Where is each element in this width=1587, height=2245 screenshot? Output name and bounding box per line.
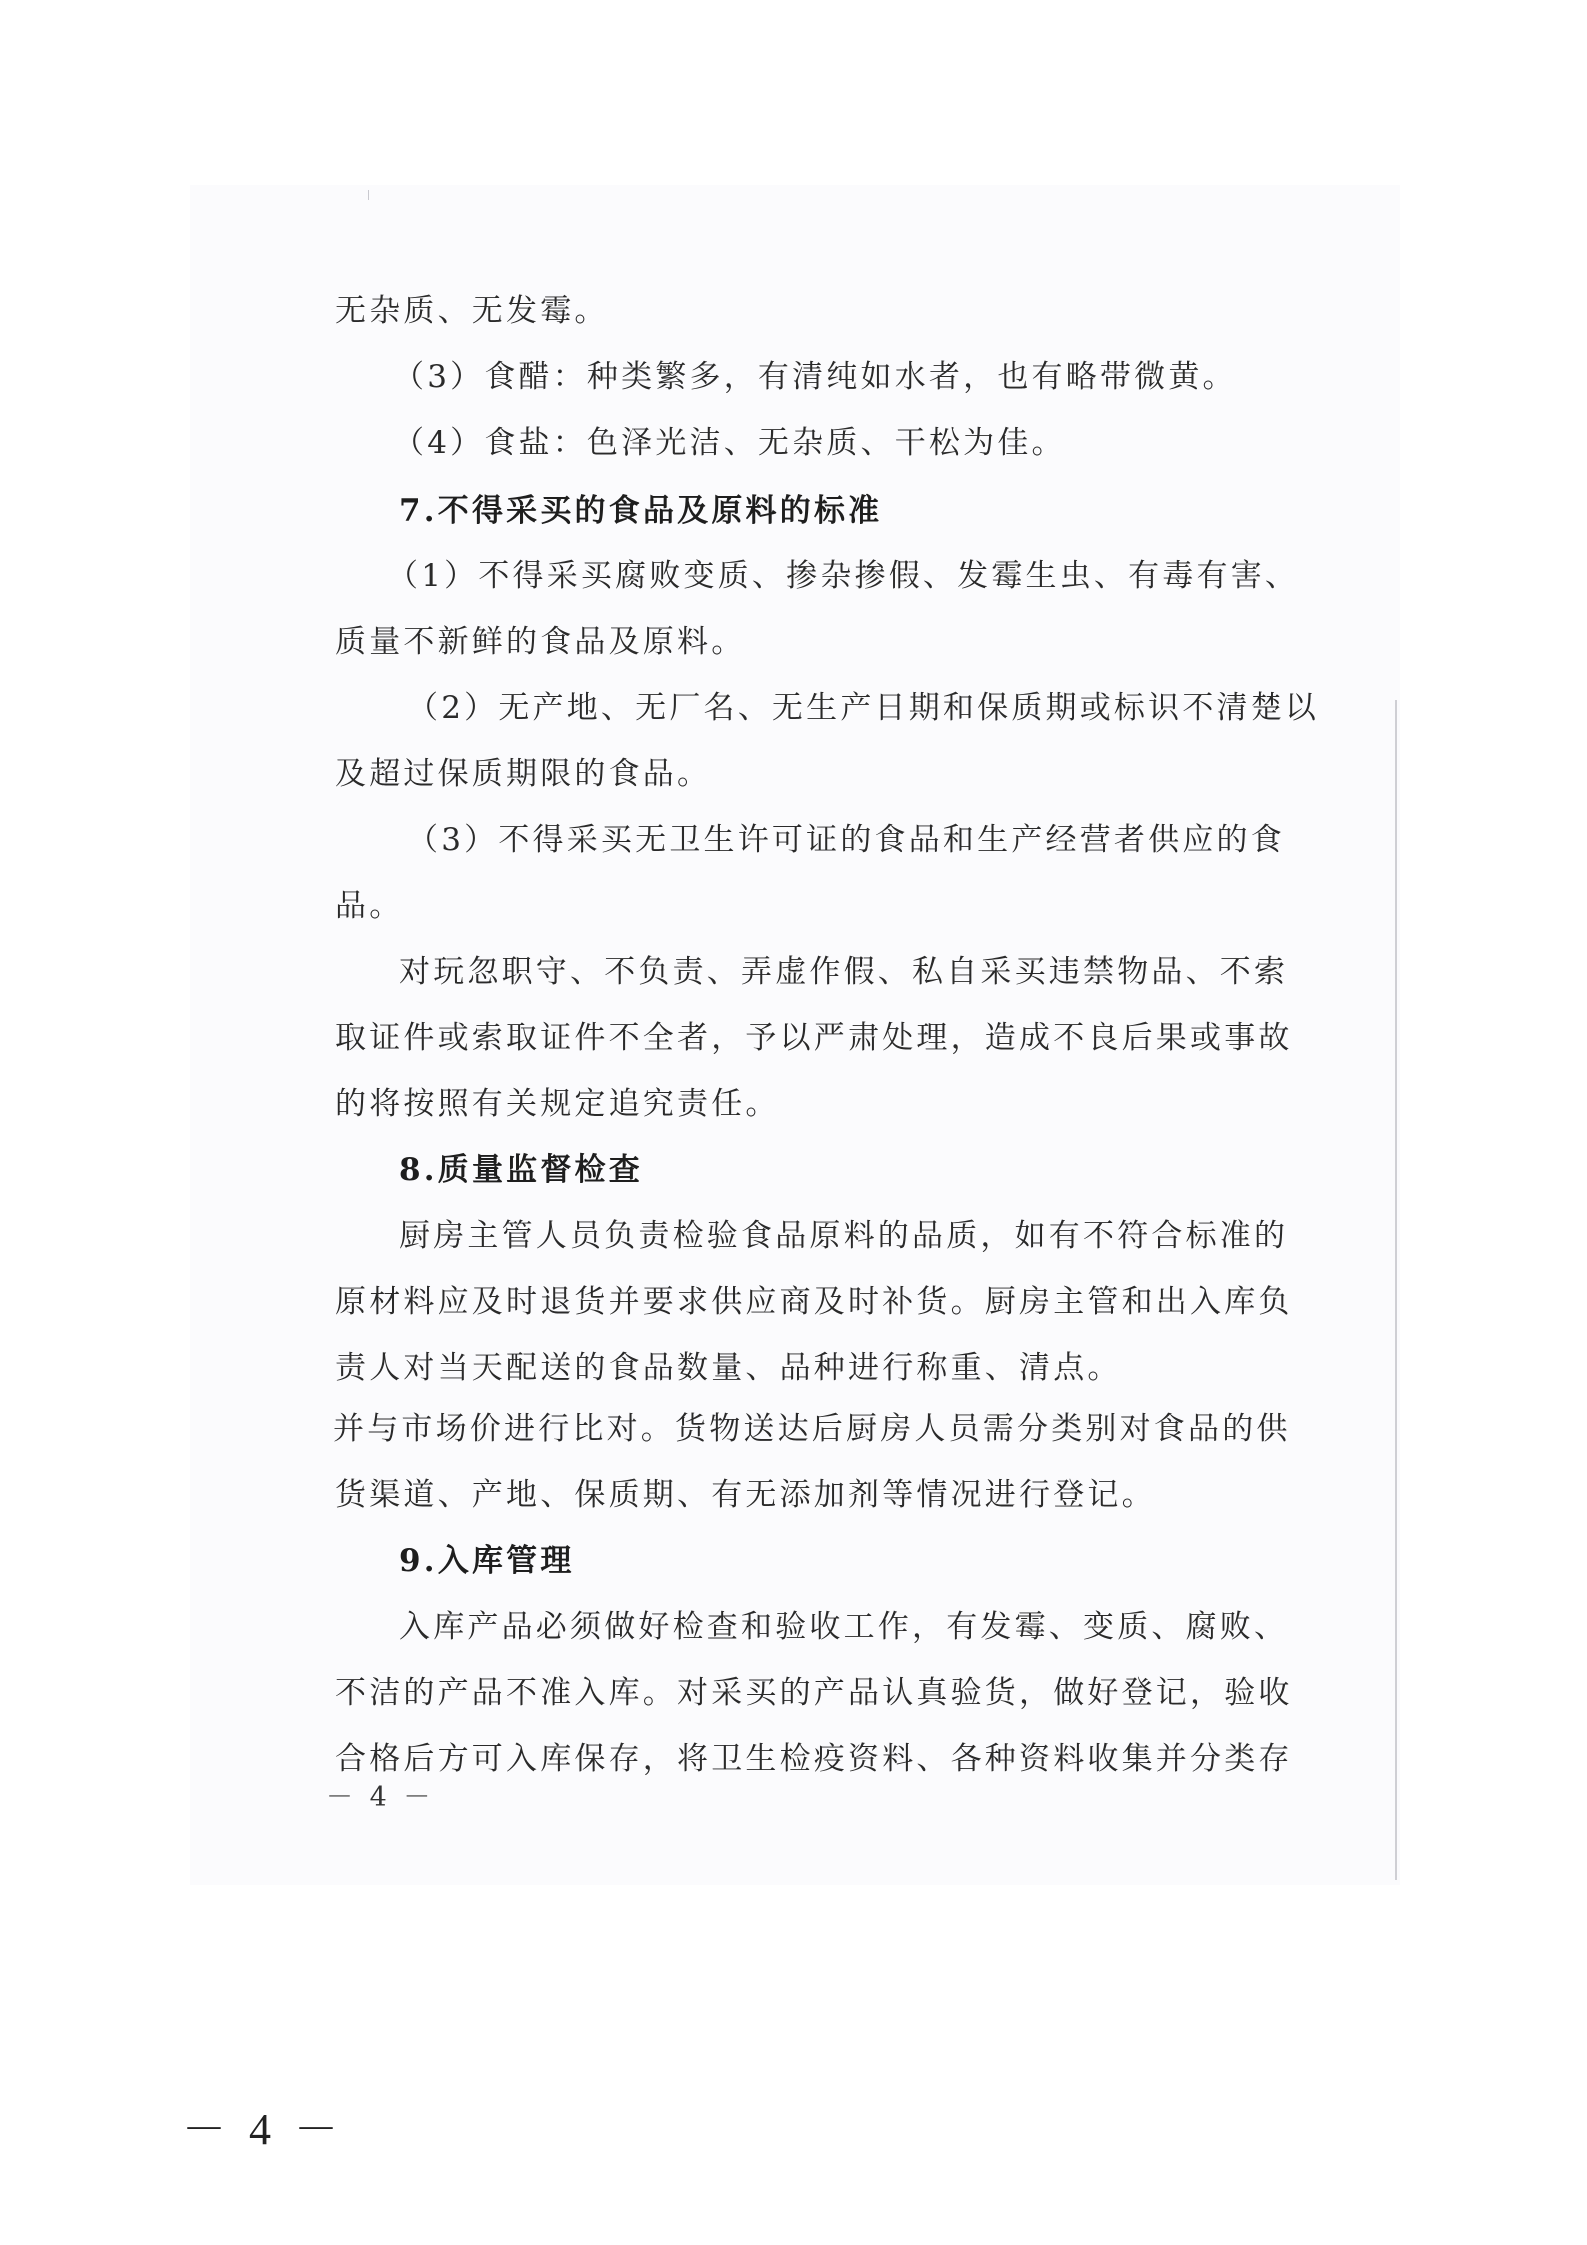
body-line: 原材料应及时退货并要求供应商及时补货。厨房主管和出入库负 <box>335 1284 1293 1320</box>
body-line: 厨房主管人员负责检验食品原料的品质，如有不符合标准的 <box>399 1218 1289 1254</box>
body-line: （1）不得采买腐败变质、掺杂掺假、发霉生虫、有毒有害、 <box>387 558 1300 594</box>
body-line: 对玩忽职守、不负责、弄虚作假、私自采买违禁物品、不索 <box>399 954 1289 990</box>
scan-mark <box>368 190 369 200</box>
body-line: （3）食醋：种类繁多，有清纯如水者，也有略带微黄。 <box>393 359 1237 395</box>
body-line: 品。 <box>335 888 404 924</box>
body-line: 无杂质、无发霉。 <box>335 293 609 329</box>
body-line: 责人对当天配送的食品数量、品种进行称重、清点。 <box>335 1350 1122 1386</box>
body-line: 并与市场价进行比对。货物送达后厨房人员需分类别对食品的供 <box>333 1411 1291 1447</box>
inner-page-number: － 4 － <box>326 1782 435 1813</box>
body-line: 合格后方可入库保存，将卫生检疫资料、各种资料收集并分类存 <box>335 1741 1293 1777</box>
section-heading: 7.不得采买的食品及原料的标准 <box>399 493 883 529</box>
body-line: （4）食盐：色泽光洁、无杂质、干松为佳。 <box>393 425 1066 461</box>
body-line: 取证件或索取证件不全者，予以严肃处理，造成不良后果或事故 <box>335 1020 1293 1056</box>
section-heading: 8.质量监督检查 <box>399 1152 643 1188</box>
page-number: － 4 － <box>182 2105 344 2154</box>
body-line: 及超过保质期限的食品。 <box>335 756 712 792</box>
scan-edge-line <box>1395 700 1397 1880</box>
section-heading: 9.入库管理 <box>399 1543 575 1579</box>
body-line: 入库产品必须做好检查和验收工作，有发霉、变质、腐败、 <box>399 1609 1289 1645</box>
body-line: 的将按照有关规定追究责任。 <box>335 1086 780 1122</box>
body-line: 货渠道、产地、保质期、有无添加剂等情况进行登记。 <box>335 1477 1156 1513</box>
body-line: 不洁的产品不准入库。对采买的产品认真验货，做好登记，验收 <box>335 1675 1293 1711</box>
body-line: （3）不得采买无卫生许可证的食品和生产经营者供应的食 <box>407 822 1285 858</box>
body-line: （2）无产地、无厂名、无生产日期和保质期或标识不清楚以 <box>407 690 1320 726</box>
body-line: 质量不新鲜的食品及原料。 <box>335 624 746 660</box>
